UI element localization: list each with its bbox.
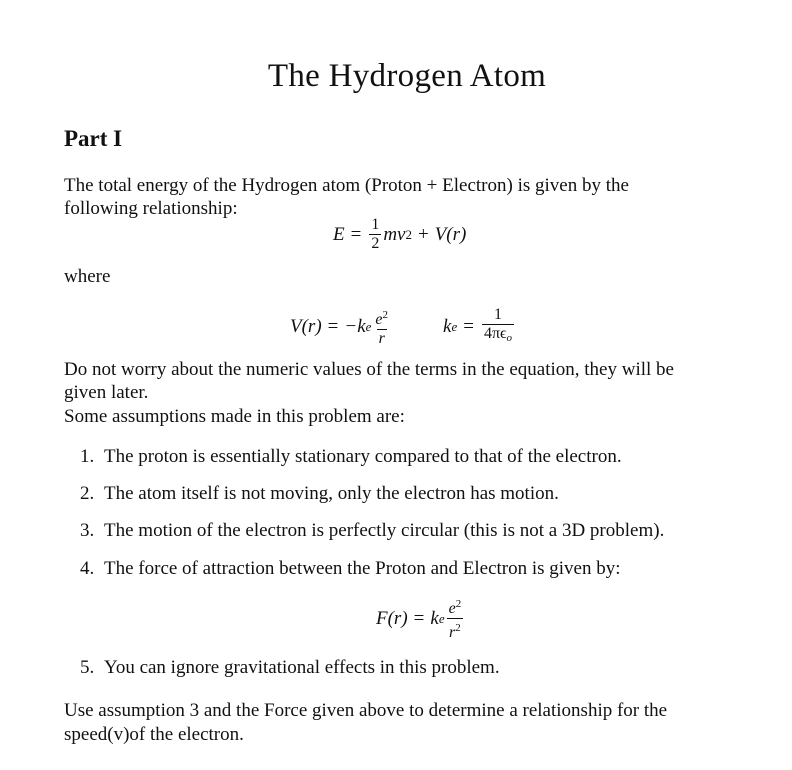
eq-potential-lhs: V(r): [290, 316, 322, 337]
item-number: 2.: [80, 483, 95, 504]
note-line2: given later.: [64, 382, 149, 403]
eq-force-k-sub: e: [438, 610, 445, 626]
fraction-numerator: 1: [371, 216, 380, 233]
coulomb-constant-equation: [443, 306, 516, 347]
item-text: The proton is essentially stationary compared to that of the electron.: [104, 446, 622, 467]
fraction-numerator: [373, 306, 390, 329]
item-text: The motion of the electron is perfectly circular (this is not a 3D problem).: [104, 520, 665, 541]
eq-ke-fraction: [482, 306, 514, 347]
item-number: 5.: [80, 657, 95, 678]
eq-ke-equals: =: [463, 315, 474, 337]
eq-energy-kinetic: mv: [383, 223, 406, 245]
fraction-denominator: [447, 618, 463, 642]
numerator-e: e: [375, 311, 383, 328]
eq-energy-lhs: E: [333, 223, 345, 245]
eq-energy-potential: V(r): [434, 223, 467, 245]
intro-paragraph-line2: following relationship:: [64, 198, 238, 219]
closing-line1: Use assumption 3 and the Force given above to determine a relationship for the: [64, 700, 668, 721]
item-number: 4.: [80, 558, 95, 579]
assumptions-intro: Some assumptions made in this problem are:: [64, 406, 405, 427]
where-label: where: [64, 266, 111, 287]
page-title: The Hydrogen Atom: [267, 58, 547, 94]
assumption-item: [80, 520, 664, 542]
assumption-item: [80, 483, 559, 505]
item-text: You can ignore gravitational effects in this problem.: [104, 657, 500, 678]
intro-paragraph-line1: The total energy of the Hydrogen atom (Proton + Electron) is given by the: [64, 175, 629, 196]
potential-equation: [290, 306, 392, 348]
numerator-sup: 2: [382, 309, 389, 321]
assumption-item: [80, 558, 621, 580]
fraction-denominator: 2: [371, 235, 380, 252]
section-heading: Part I: [64, 126, 123, 151]
closing-line2: speed(v)of the electron.: [64, 724, 244, 745]
force-equation: [376, 595, 465, 642]
eq-energy-sup: 2: [405, 226, 412, 242]
numerator-e: e: [448, 600, 456, 617]
eq-energy-fraction: [369, 216, 381, 253]
eq-ke-lhs-sub: e: [451, 318, 458, 334]
energy-equation: [333, 216, 466, 253]
assumption-item: [80, 657, 500, 679]
item-number: 3.: [80, 520, 95, 541]
denominator-sup: 2: [455, 622, 461, 634]
eq-ke-lhs: k: [443, 315, 452, 337]
fraction-numerator: [447, 595, 464, 618]
fraction-denominator: r: [378, 330, 385, 347]
item-number: 1.: [80, 446, 95, 467]
item-text: The force of attraction between the Proton and Electron is given by:: [104, 558, 621, 579]
eq-force-fraction: [447, 595, 464, 642]
eq-energy-plus: +: [417, 223, 429, 245]
assumption-item: [80, 446, 622, 468]
eq-potential-k: −k: [344, 316, 366, 337]
eq-force-lhs: F(r): [376, 607, 408, 629]
eq-potential-equals: =: [327, 316, 339, 337]
note-line1: Do not worry about the numeric values of the terms in the equation, they will be: [64, 359, 674, 380]
numerator-sup: 2: [455, 598, 462, 610]
item-text: The atom itself is not moving, only the electron has motion.: [104, 483, 559, 504]
fraction-numerator: 1: [493, 306, 502, 323]
eq-potential-k-sub: e: [365, 319, 372, 334]
eq-potential-fraction: [373, 306, 390, 348]
eq-force-k: k: [430, 607, 439, 629]
denominator-sub: o: [506, 332, 512, 344]
eq-force-equals: =: [413, 607, 425, 629]
fraction-denominator: [482, 324, 514, 347]
denominator-text: 4πϵ: [483, 325, 507, 342]
eq-energy-equals: =: [350, 223, 362, 245]
denominator-r: r: [449, 624, 456, 641]
